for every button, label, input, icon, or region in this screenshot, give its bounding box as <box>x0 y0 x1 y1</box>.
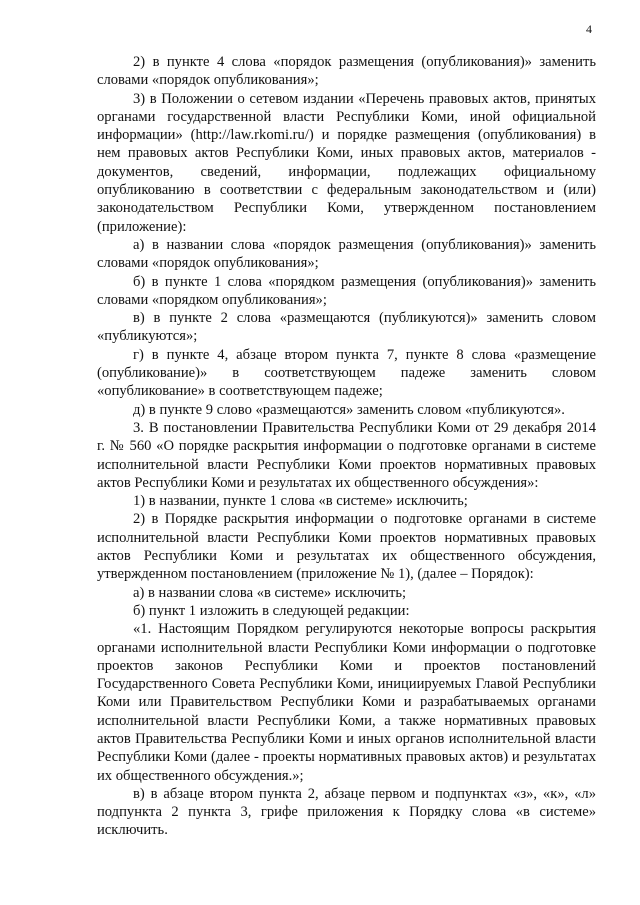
document-body <box>97 53 596 840</box>
paragraph-subitem-g: г) в пункте 4, абзаце втором пункта 7, пункте 8 слова «размещение (опубликование)» в соответствующем падеже заменить словом «опубликование» в соответствующем падеже; <box>97 346 596 400</box>
paragraph-section-3: 3. В постановлении Правительства Республики Коми от 29 декабря 2014 г. № 560 «О порядке раскрытия информации о подготовке органами в системе исполнительной власти Республики Коми проектов нормативных правовых актов Республики Коми и результатах их общественного обсуждения»: <box>97 419 596 491</box>
paragraph-quoted-clause-1: «1. Настоящим Порядком регулируются некоторые вопросы раскрытия органами исполнительной власти Республики Коми информации о подготовке проектов законов Республики Коми и проектов постановлений Государственного Совета Республики Коми, инициируемых Главой Республики Коми или Правительством Республики Коми и разрабатываемых органами исполнительной власти Республики Коми, а также нормативных правовых актов Правительства Республики Коми и иных органов исполнительной власти Республики Коми (далее - проекты нормативных правовых актов) и результатах их общественного обсуждения.»; <box>97 621 596 784</box>
paragraph-subitem-v-2: в) в абзаце втором пункта 2, абзаце первом и подпунктах «з», «к», «л» подпункта 2 пункта 3, грифе приложения к Порядку слова «в системе» исключить. <box>97 785 596 839</box>
paragraph-subitem-b-2: б) пункт 1 изложить в следующей редакции: <box>133 602 410 619</box>
page-number: 4 <box>586 22 592 36</box>
paragraph-subitem-a: а) в названии слова «порядок размещения (опубликования)» заменить словами «порядок опубликования»; <box>97 236 596 272</box>
paragraph-item-3: 3) в Положении о сетевом издании «Перечень правовых актов, принятых органами государственной власти Республики Коми, иной официальной информации» (http://law.rkomi.ru/) и порядке размещения (опубликования) в нем правовых актов Республики Коми, иных правовых актов, материалов - документов, сведений, информации, подлежащих официальному опубликованию в соответствии с федеральным законодательством и (или) законодательством Республики Коми, утвержденном постановлением (приложение): <box>97 90 596 235</box>
paragraph-item-2-procedure: 2) в Порядке раскрытия информации о подготовке органами в системе исполнительной власти Республики Коми проектов нормативных правовых актов Республики Коми и результатах их общественного обсуждения, утвержденном постановлением (приложение № 1), (далее – Порядок): <box>97 511 596 583</box>
paragraph-subitem-v: в) в пункте 2 слова «размещаются (публикуются)» заменить словом «публикуются»; <box>97 310 596 345</box>
paragraph-subitem-b: б) в пункте 1 слова «порядком размещения (опубликования)» заменить словами «порядком опубликования»; <box>97 273 596 308</box>
paragraph-item-2: 2) в пункте 4 слова «порядок размещения (опубликования)» заменить словами «порядок опубликования»; <box>97 54 596 89</box>
paragraph-item-1: 1) в названии, пункте 1 слова «в системе» исключить; <box>133 493 468 510</box>
paragraph-subitem-a-2: а) в названии слова «в системе» исключить; <box>133 584 407 601</box>
paragraph-subitem-d: д) в пункте 9 слово «размещаются» заменить словом «публикуются». <box>133 401 565 418</box>
